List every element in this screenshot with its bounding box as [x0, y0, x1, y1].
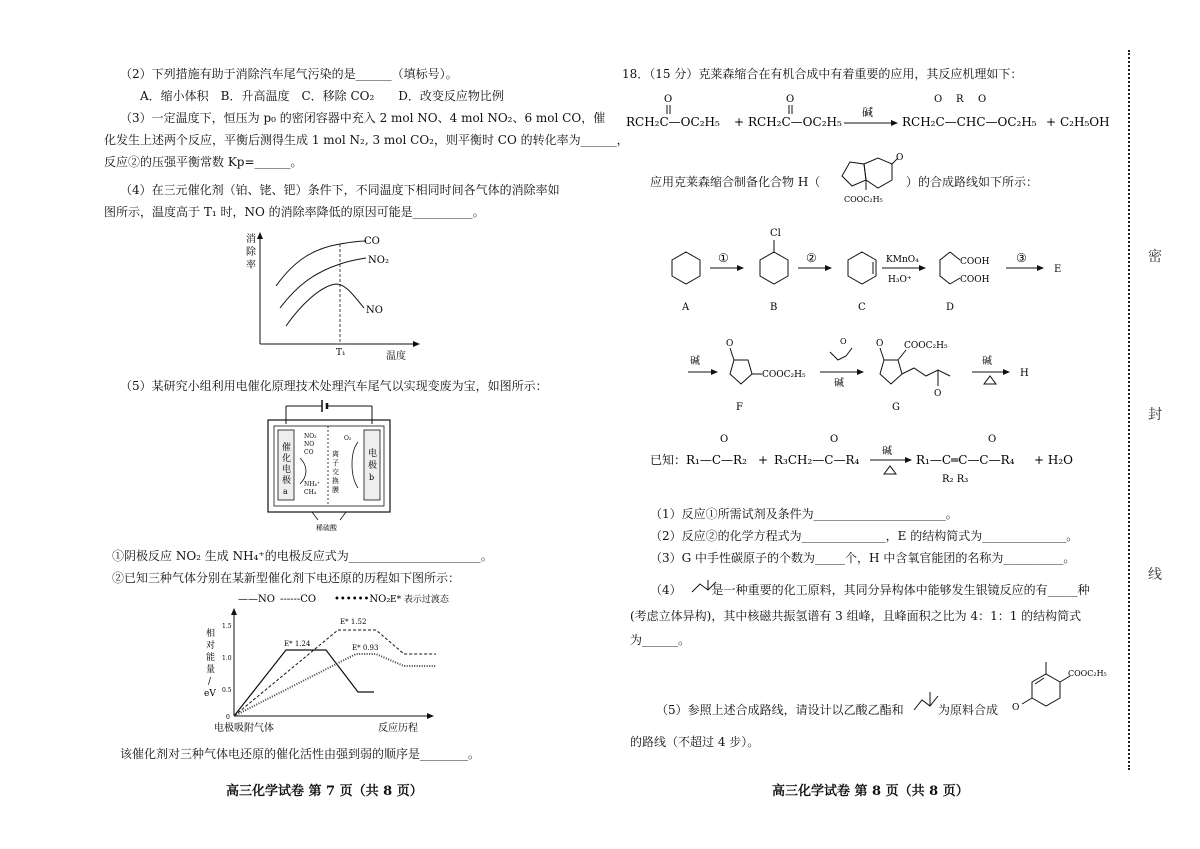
apply-text-right: ）的合成路线如下所示： [906, 175, 1039, 189]
xlabel-temperature: 温度 [386, 351, 406, 362]
label-f: F [736, 402, 743, 413]
ring-f [730, 360, 752, 384]
route-1 [660, 226, 1100, 312]
xlabel-left: 电极吸附气体 [214, 723, 274, 734]
curve-no [286, 284, 364, 326]
mvk2-chain [914, 696, 938, 710]
seal-char-feng: 封 [1148, 407, 1162, 423]
h-ester-label: COOC₂H₅ [844, 195, 883, 204]
step-2: ② [806, 251, 817, 265]
step-3: ③ [1016, 251, 1027, 265]
known-reactant-1: R₁—C—R₂ [686, 453, 747, 467]
known-condition: 碱 [882, 446, 892, 457]
path-co [234, 630, 436, 716]
q5-line1: （5）某研究小组利用电催化原理技术处理汽车尾气以实现变废为宝，如图所示： [120, 379, 548, 393]
path-no2 [234, 654, 436, 716]
membrane-char-1: 子 [332, 459, 339, 467]
f-ester: COOC₂H₅ [762, 370, 806, 380]
known-arrowhead [905, 457, 912, 463]
heat-triangle-2 [884, 466, 896, 474]
plus-1: + [734, 115, 745, 129]
ylabel-char-2: 能 [206, 653, 216, 663]
q18-5-line2: 的路线（不超过 4 步）。 [630, 735, 760, 749]
mvk-o: O [840, 337, 847, 346]
product-o-2: O [978, 94, 987, 105]
d-cooh-bond-1 [950, 252, 960, 260]
label-g: G [892, 402, 900, 413]
reactant-1: RCH₂C—OC₂H₅ [626, 115, 720, 129]
ring-b [760, 252, 788, 284]
g-ester-bond [898, 350, 906, 360]
q3-line3: 反应②的压强平衡常数 Kp=______。 [104, 155, 303, 169]
q18-3: （3）G 中手性碳原子的个数为_____个，H 中含氧官能团的名称为__________。 [650, 551, 1076, 565]
target-ring [1032, 674, 1060, 706]
kmno4: KMnO₄ [886, 255, 919, 265]
d-cooh-bond-2 [950, 278, 960, 284]
electrolysis-cell-diagram [262, 396, 398, 544]
o2-label: O₂ [344, 435, 352, 442]
ylabel-char-5: eV [204, 689, 216, 699]
ring-c [848, 252, 876, 284]
electrolyte-pointer-right [340, 512, 346, 520]
gas-in-no2: NO₂ [304, 433, 317, 440]
reactant-2: RCH₂C—OC₂H₅ [748, 115, 842, 129]
q18-5-mid: 为原料合成 [938, 703, 999, 717]
electrode-b-char-1: 极 [368, 461, 378, 471]
electrolyte-label: 稀硫酸 [316, 524, 337, 532]
q5-end: 该催化剂对三种气体电还原的催化活性由强到弱的顺序是________。 [120, 747, 481, 761]
x-axis-arrow [413, 341, 420, 347]
q18-4-line1: （4） 是一种重要的化工原料，其同分异构体中能够发生银镜反应的有_____种 [650, 583, 1090, 597]
byproduct: C₂H₅OH [1060, 115, 1110, 129]
g-ketone-bond [880, 348, 884, 360]
anode-arrow [352, 442, 358, 488]
q18-4-line2: (考虑立体异构)，其中核磁共振氢谱有 3 组峰，且峰面积之比为 4：1：1 的结构简式 [630, 609, 1082, 623]
q4-line2: 图所示，温度高于 T₁ 时，NO 的消除率降低的原因可能是__________。 [104, 205, 485, 219]
label-c: C [858, 302, 866, 312]
route2-arrowhead-3 [1003, 369, 1010, 375]
y-axis-arrow [257, 232, 263, 239]
label-a: A [682, 302, 690, 312]
q18-5-left: （5）参照上述合成路线，请设计以乙酸乙酯和 [656, 703, 904, 717]
membrane-char-4: 膜 [332, 486, 339, 494]
mech-condition: 碱 [862, 106, 873, 119]
ring-g [880, 360, 902, 384]
legend-no: ——NO [238, 594, 275, 605]
heat-triangle-1 [984, 376, 996, 384]
page-8-footer: 高三化学试卷 第 8 页（共 8 页） [772, 784, 969, 799]
ytick-0: 0 [226, 714, 230, 721]
electrode-a-char-2: 电 [282, 465, 292, 475]
claisen-mechanism [626, 90, 1126, 134]
route2-base-2: 碱 [834, 378, 844, 389]
apply-text-left: 应用克莱森缩合制备化合物 H（ [650, 175, 821, 189]
compound-h-structure [836, 150, 906, 206]
g-side-chain [902, 368, 950, 376]
q3-line2: 化发生上述两个反应，平衡后测得生成 1 mol N₂, 3 mol CO₂，则平衡时 CO 的转化率为______， [104, 133, 629, 147]
q2-text: （2）下列措施有助于消除汽车尾气污染的是______（填标号）。 [120, 67, 458, 81]
membrane-char-0: 离 [332, 450, 339, 458]
target-keto-o: O [1012, 703, 1020, 713]
xlabel-right: 反应历程 [378, 723, 418, 734]
ytick-0.5: 0.5 [222, 687, 232, 694]
f-ketone-bond [730, 348, 734, 360]
target-keto-bond [1022, 698, 1032, 704]
h-six-ring [864, 158, 892, 188]
known-r2r3: R₂ R₃ [942, 474, 969, 485]
known-water: + H₂O [1034, 453, 1073, 467]
ts-no-label: E* 1.24 [284, 640, 311, 648]
known-reactant-2: R₃CH₂—C—R₄ [774, 453, 860, 467]
label-co: CO [364, 236, 380, 247]
elimination-rate-chart [236, 228, 426, 364]
route2-arrowhead-2 [857, 369, 864, 375]
route2-base-3: 碱 [982, 356, 992, 367]
electrolyte-pointer-left [312, 512, 318, 520]
product-nh4: NH₄⁺ [304, 481, 321, 488]
label-h: H [1020, 368, 1029, 379]
electrode-b-char-2: b [369, 473, 375, 482]
target-double-bond [1035, 678, 1044, 684]
d-cooh-1: COOH [960, 257, 990, 267]
membrane-char-2: 交 [332, 468, 339, 476]
h-keto-o: O [896, 153, 904, 163]
mvk-chain [692, 582, 716, 592]
mech-arrowhead [891, 120, 898, 126]
ytick-1.0: 1.0 [222, 655, 232, 662]
d-cooh-2: COOH [960, 275, 990, 285]
electrode-a-char-3: 极 [282, 476, 292, 486]
route-2 [688, 334, 1098, 414]
h3o: H₃O⁺ [888, 275, 912, 285]
g-ketone-o: O [876, 339, 884, 349]
ytick-1.5: 1.5 [222, 623, 232, 630]
membrane-char-3: 换 [332, 477, 339, 485]
page-7-footer: 高三化学试卷 第 7 页（共 8 页） [226, 784, 423, 799]
arrowhead-1 [737, 265, 744, 271]
target-structure [1008, 654, 1108, 720]
d-chain [940, 252, 950, 284]
label-t1: T₁ [336, 348, 346, 358]
mvk-structure [690, 576, 724, 596]
electrode-a-char-4: a [283, 487, 288, 496]
known-plus: + [758, 453, 769, 467]
product-o-1: O [934, 94, 943, 105]
seal-char-mi: 密 [1148, 249, 1162, 265]
ylabel-char-0: 消 [246, 234, 256, 245]
b-cl: Cl [770, 228, 781, 239]
q18-4-line3: 为______。 [630, 633, 691, 647]
label-no: NO [366, 305, 383, 316]
g-ester: COOC₂H₅ [904, 341, 948, 351]
q2-options: A．缩小体积 B．升高温度 C．移除 CO₂ D．改变反应物比例 [140, 89, 504, 103]
ylabel-char-0: 相 [206, 629, 216, 639]
known-label: 已知： [650, 453, 687, 467]
seal-dotted-line [1128, 50, 1130, 770]
q3-line1: （3）一定温度下，恒压为 p₀ 的密闭容器中充入 2 mol NO、4 mol NO₂、6 mol CO，催 [120, 111, 606, 125]
label-e-text: E [1054, 264, 1062, 275]
label-b: B [770, 302, 778, 312]
ylabel-char-1: 对 [206, 641, 216, 651]
legend-no2: ••••••NO₂ [334, 594, 391, 605]
electrode-b-char-0: 电 [368, 449, 378, 459]
q18-intro: 18．（15 分）克莱森缩合在有机合成中有着重要的应用，其反应机理如下： [622, 67, 1023, 81]
q4-line1: （4）在三元催化剂（铂、铑、钯）条件下，不同温度下相同时间各气体的消除率如 [120, 183, 560, 197]
g-ketone2-o: O [934, 389, 942, 399]
q18-2: （2）反应②的化学方程式为______________，E 的结构简式为______________。 [650, 529, 1079, 543]
q18-1: （1）反应①所需试剂及条件为______________________。 [650, 507, 958, 521]
product-r: R [956, 94, 964, 105]
seal-char-xian: 线 [1148, 567, 1162, 583]
q5-sub1: ①阴极反应 NO₂ 生成 NH₄⁺的电极反应式为______________________。 [112, 549, 493, 563]
electrode-a-char-0: 催 [282, 443, 292, 453]
route2-arrowhead-1 [711, 369, 718, 375]
ylabel-char-3: 量 [206, 665, 216, 675]
target-ester: COOC₂H₅ [1068, 669, 1107, 678]
electrode-a-char-1: 化 [282, 454, 292, 464]
label-d: D [946, 302, 955, 312]
mvk-reagent [830, 348, 852, 360]
y-axis-arrow [231, 608, 237, 615]
legend-transition-state: E* 表示过渡态 [390, 595, 449, 605]
arrowhead-4 [1037, 265, 1044, 271]
gas-in-no: NO [304, 441, 315, 448]
label-no2: NO₂ [368, 255, 389, 266]
route2-base-1: 碱 [690, 356, 700, 367]
x-axis-arrow [427, 713, 434, 719]
h-five-ring [842, 162, 866, 186]
ylabel-char-4: / [208, 677, 212, 687]
known-o-1: O [720, 434, 729, 445]
ylabel-char-2: 率 [246, 260, 256, 271]
step-1: ① [718, 251, 729, 265]
gas-in-co: CO [304, 449, 314, 456]
known-product: R₁—C═C—C—R₄ [916, 453, 1015, 467]
carbonyl-o-1: O [664, 94, 673, 105]
ylabel-char-1: 除 [246, 247, 256, 258]
ring-a [672, 252, 700, 284]
curve-no2 [280, 258, 366, 308]
known-o-3: O [988, 434, 997, 445]
arrowhead-3 [919, 265, 926, 271]
plus-2: + [1046, 115, 1057, 129]
product-ch4: CH₄ [304, 489, 317, 496]
curve-co [276, 241, 366, 286]
product: RCH₂C—CHC—OC₂H₅ [902, 115, 1037, 129]
known-o-2: O [830, 434, 839, 445]
arrowhead-2 [825, 265, 832, 271]
ts-no2-label: E* 0.93 [352, 644, 379, 652]
q5-sub2: ②已知三种气体分别在某新型催化剂下电还原的历程如下图所示： [112, 571, 461, 585]
ts-co-label: E* 1.52 [340, 618, 367, 626]
energy-profile-chart [200, 588, 450, 738]
f-ketone-o: O [726, 339, 734, 349]
carbonyl-o-2: O [786, 94, 795, 105]
known-reaction [650, 430, 1110, 490]
legend-co: ------CO [280, 594, 317, 605]
